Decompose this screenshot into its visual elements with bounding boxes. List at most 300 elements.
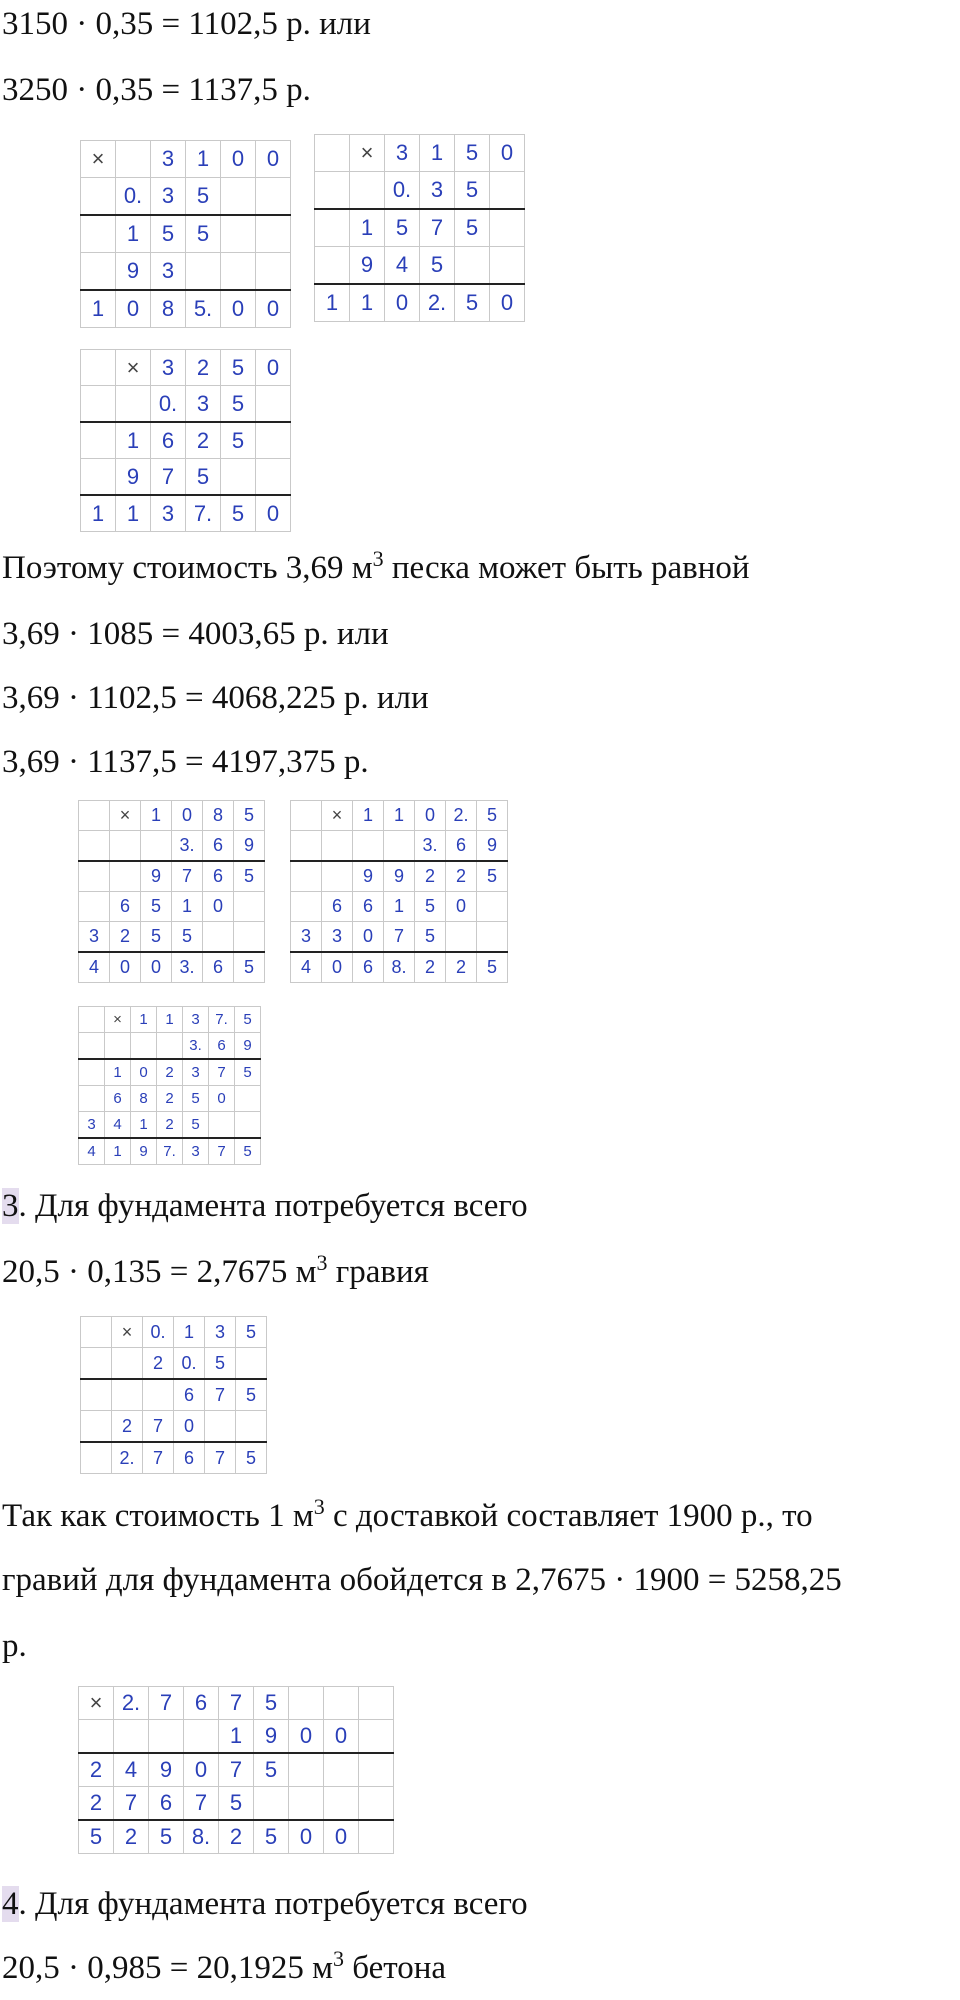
digit-cell: 9 (477, 831, 508, 862)
calc-row (291, 922, 508, 953)
digit-cell: 2 (415, 861, 446, 892)
digit-cell: 1 (116, 215, 151, 253)
multiplication-table-27675x1900 (78, 1686, 394, 1854)
digit-cell: 8 (131, 1086, 157, 1112)
digit-cell (236, 1411, 267, 1443)
digit-cell: 3 (322, 922, 353, 953)
digit-cell (315, 172, 350, 210)
digit-cell (359, 1820, 394, 1854)
digit-cell: 5 (151, 215, 186, 253)
digit-cell (256, 422, 291, 459)
digit-cell: 5 (234, 952, 265, 983)
times-sign: × (105, 1007, 131, 1033)
digit-cell: 5 (234, 861, 265, 892)
times-sign: × (110, 801, 141, 831)
digit-cell: 1 (81, 290, 116, 328)
digit-cell (324, 1687, 359, 1720)
digit-cell: 0. (143, 1317, 174, 1348)
digit-cell: 0 (385, 284, 420, 322)
calc-row (79, 1059, 261, 1086)
digit-cell: 3. (415, 831, 446, 862)
digit-cell (110, 831, 141, 862)
digit-cell: 0 (110, 952, 141, 983)
digit-cell: 5 (221, 350, 256, 386)
digit-cell: 1 (105, 1138, 131, 1165)
calc-row (79, 1720, 394, 1754)
multiplication-table-3250x035 (80, 349, 291, 532)
calc-row (79, 922, 265, 953)
multiplication-table-1085x369 (78, 800, 265, 983)
digit-cell: 1 (131, 1007, 157, 1033)
digit-cell: 5 (235, 1007, 261, 1033)
digit-cell: 0 (256, 290, 291, 328)
digit-cell: 9 (235, 1033, 261, 1060)
digit-cell: 3 (151, 178, 186, 216)
digit-cell: 0. (174, 1348, 205, 1380)
digit-cell: 0. (151, 386, 186, 423)
digit-cell (79, 861, 110, 892)
digit-cell: 0 (490, 135, 525, 172)
digit-cell: 5 (183, 1112, 209, 1139)
digit-cell (209, 1112, 235, 1139)
calc-line-4: 3,69 · 1085 = 4003,65 р. или (2, 616, 389, 652)
digit-cell: 9 (350, 247, 385, 285)
digit-cell: 5 (254, 1820, 289, 1854)
digit-cell (112, 1348, 143, 1380)
digit-cell: 0 (446, 892, 477, 922)
digit-cell (289, 1787, 324, 1821)
digit-cell: 2 (114, 1820, 149, 1854)
calc-row (81, 495, 291, 532)
digit-cell: 0 (256, 141, 291, 178)
times-sign: × (116, 350, 151, 386)
digit-cell: 3 (205, 1317, 236, 1348)
digit-cell: 2 (415, 952, 446, 983)
digit-cell: 2 (157, 1086, 183, 1112)
digit-cell (81, 386, 116, 423)
digit-cell: 1 (105, 1059, 131, 1086)
digit-cell (79, 1033, 105, 1060)
digit-cell: 2 (112, 1411, 143, 1443)
times-sign: × (81, 141, 116, 178)
digit-cell: 4 (105, 1112, 131, 1139)
digit-cell (105, 1033, 131, 1060)
calc-row (81, 178, 291, 216)
calc-row (291, 801, 508, 831)
digit-cell: 6 (203, 861, 234, 892)
digit-cell: 0 (353, 922, 384, 953)
calc-row (79, 1787, 394, 1821)
calc-row (81, 215, 291, 253)
digit-cell: 0 (184, 1753, 219, 1787)
digit-cell: 0 (141, 952, 172, 983)
times-sign: × (79, 1687, 114, 1720)
digit-cell: 1 (81, 495, 116, 532)
digit-cell (315, 247, 350, 285)
digit-cell: 9 (141, 861, 172, 892)
digit-cell: 1 (174, 1317, 205, 1348)
digit-cell (203, 922, 234, 953)
concrete-volume-line: 20,5 · 0,985 = 20,1925 $м^3$ бетона (2, 1946, 447, 1986)
digit-cell (112, 1379, 143, 1411)
digit-cell: 4 (114, 1753, 149, 1787)
digit-cell: 0 (324, 1720, 359, 1754)
digit-cell: 5 (141, 892, 172, 922)
digit-cell (221, 459, 256, 496)
digit-cell: 1 (384, 801, 415, 831)
digit-cell: 7 (205, 1379, 236, 1411)
digit-cell: 3. (183, 1033, 209, 1060)
calc-row (315, 209, 525, 247)
digit-cell (322, 861, 353, 892)
digit-cell: 6 (203, 952, 234, 983)
digit-cell: 1 (186, 141, 221, 178)
calc-row (81, 1442, 267, 1474)
digit-cell: 5 (415, 922, 446, 953)
digit-cell (291, 831, 322, 862)
digit-cell: 7. (157, 1138, 183, 1165)
digit-cell: 2 (446, 861, 477, 892)
digit-cell: 9 (254, 1720, 289, 1754)
digit-cell (157, 1033, 183, 1060)
digit-cell: 5 (477, 861, 508, 892)
digit-cell (79, 1007, 105, 1033)
digit-cell (291, 801, 322, 831)
digit-cell: 6 (174, 1442, 205, 1474)
digit-cell: 9 (116, 253, 151, 291)
digit-cell: 2. (114, 1687, 149, 1720)
digit-cell: 7 (184, 1787, 219, 1821)
digit-cell: 3 (183, 1007, 209, 1033)
digit-cell: 5 (254, 1687, 289, 1720)
digit-cell (254, 1787, 289, 1821)
calc-line-2: 3250 · 0,35 = 1137,5 р. (2, 72, 311, 108)
multiplication-table-3150x035 (314, 134, 525, 322)
digit-cell: 5 (221, 495, 256, 532)
digit-cell (110, 861, 141, 892)
digit-cell (256, 459, 291, 496)
digit-cell: 0 (131, 1059, 157, 1086)
digit-cell (141, 831, 172, 862)
digit-cell: 1 (350, 284, 385, 322)
gravel-cost-line-1: Так как стоимость 1 $м^3$ с доставкой составляет 1900 р., то (2, 1494, 813, 1534)
times-sign: × (350, 135, 385, 172)
digit-cell (131, 1033, 157, 1060)
digit-cell: 6 (184, 1687, 219, 1720)
digit-cell: 5 (254, 1753, 289, 1787)
digit-cell: 7 (172, 861, 203, 892)
digit-cell: 5 (186, 215, 221, 253)
digit-cell: 2 (186, 350, 221, 386)
digit-cell: 9 (116, 459, 151, 496)
digit-cell: 6 (446, 831, 477, 862)
section-3-heading: 3. Для фундамента потребуется всего (2, 1188, 528, 1224)
digit-cell: 3 (385, 135, 420, 172)
digit-cell: 5. (186, 290, 221, 328)
digit-cell (350, 172, 385, 210)
digit-cell: 5 (236, 1317, 267, 1348)
digit-cell: 8. (384, 952, 415, 983)
digit-cell: 5 (205, 1348, 236, 1380)
multiplication-table-3100x035 (80, 140, 291, 328)
digit-cell: 3 (183, 1059, 209, 1086)
digit-cell (353, 831, 384, 862)
digit-cell: 4 (79, 952, 110, 983)
digit-cell: 3 (151, 350, 186, 386)
digit-cell (79, 1059, 105, 1086)
digit-cell: 9 (384, 861, 415, 892)
digit-cell: 1 (315, 284, 350, 322)
digit-cell (324, 1787, 359, 1821)
calc-row (291, 892, 508, 922)
calc-row (79, 801, 265, 831)
digit-cell: 6 (105, 1086, 131, 1112)
digit-cell: 2. (420, 284, 455, 322)
digit-cell: 6 (174, 1379, 205, 1411)
digit-cell: 7 (384, 922, 415, 953)
digit-cell: 8 (203, 801, 234, 831)
calc-row (315, 284, 525, 322)
digit-cell (235, 1112, 261, 1139)
digit-cell: 7 (219, 1687, 254, 1720)
calc-row (315, 135, 525, 172)
digit-cell (490, 172, 525, 210)
digit-cell: 3 (420, 172, 455, 210)
calc-row (79, 1086, 261, 1112)
digit-cell: 6 (149, 1787, 184, 1821)
calc-row (315, 172, 525, 210)
digit-cell (81, 215, 116, 253)
digit-cell: 7. (186, 495, 221, 532)
digit-cell: 0 (324, 1820, 359, 1854)
digit-cell (81, 1411, 112, 1443)
digit-cell: 2 (186, 422, 221, 459)
calc-row (81, 350, 291, 386)
digit-cell (477, 922, 508, 953)
digit-cell (256, 386, 291, 423)
digit-cell: 3 (183, 1138, 209, 1165)
digit-cell: 1 (350, 209, 385, 247)
digit-cell (81, 178, 116, 216)
digit-cell (221, 178, 256, 216)
digit-cell: 6 (203, 831, 234, 862)
calc-line-5: 3,69 · 1102,5 = 4068,225 р. или (2, 680, 429, 716)
digit-cell: 0. (116, 178, 151, 216)
digit-cell (446, 922, 477, 953)
multiplication-table-0135x205 (80, 1316, 267, 1474)
digit-cell: 5 (79, 1820, 114, 1854)
digit-cell: 1 (219, 1720, 254, 1754)
calc-row (79, 861, 265, 892)
digit-cell (490, 209, 525, 247)
digit-cell: 1 (131, 1112, 157, 1139)
digit-cell (221, 253, 256, 291)
digit-cell: 5 (420, 247, 455, 285)
digit-cell: 7 (114, 1787, 149, 1821)
calc-row (79, 1820, 394, 1854)
sand-cost-intro: Поэтому стоимость 3,69 $м^3$ песка может быть равной (2, 546, 750, 586)
digit-cell: 0 (322, 952, 353, 983)
digit-cell: 0 (221, 141, 256, 178)
digit-cell: 3 (79, 922, 110, 953)
calc-row (79, 1138, 261, 1165)
digit-cell: 6 (151, 422, 186, 459)
digit-cell (359, 1687, 394, 1720)
times-sign: × (112, 1317, 143, 1348)
section-4-heading: 4. Для фундамента потребуется всего (2, 1886, 528, 1922)
digit-cell (114, 1720, 149, 1754)
digit-cell (79, 801, 110, 831)
digit-cell: 0. (385, 172, 420, 210)
digit-cell (359, 1787, 394, 1821)
digit-cell (490, 247, 525, 285)
digit-cell: 5 (477, 952, 508, 983)
digit-cell (384, 831, 415, 862)
digit-cell: 0 (256, 350, 291, 386)
digit-cell: 2 (157, 1059, 183, 1086)
digit-cell (359, 1720, 394, 1754)
digit-cell: 5 (415, 892, 446, 922)
digit-cell: 5 (235, 1138, 261, 1165)
digit-cell (149, 1720, 184, 1754)
digit-cell (256, 178, 291, 216)
digit-cell: 1 (420, 135, 455, 172)
digit-cell: 9 (234, 831, 265, 862)
digit-cell: 0 (490, 284, 525, 322)
digit-cell: 3 (151, 495, 186, 532)
digit-cell: 0 (415, 801, 446, 831)
calc-row (81, 459, 291, 496)
digit-cell (79, 1720, 114, 1754)
digit-cell: 7 (209, 1059, 235, 1086)
digit-cell: 2 (79, 1753, 114, 1787)
digit-cell (81, 1379, 112, 1411)
digit-cell (234, 892, 265, 922)
digit-cell: 3. (172, 952, 203, 983)
digit-cell: 4 (79, 1138, 105, 1165)
digit-cell: 1 (141, 801, 172, 831)
digit-cell: 6 (110, 892, 141, 922)
digit-cell (81, 1317, 112, 1348)
digit-cell (477, 892, 508, 922)
digit-cell (186, 253, 221, 291)
digit-cell (359, 1753, 394, 1787)
calc-row (79, 892, 265, 922)
digit-cell: 1 (384, 892, 415, 922)
digit-cell: 5 (455, 135, 490, 172)
digit-cell: 5 (149, 1820, 184, 1854)
digit-cell: 2 (446, 952, 477, 983)
digit-cell: 0 (116, 290, 151, 328)
digit-cell (205, 1411, 236, 1443)
digit-cell: 3 (186, 386, 221, 423)
digit-cell: 6 (322, 892, 353, 922)
digit-cell: 5 (219, 1787, 254, 1821)
digit-cell: 0 (289, 1720, 324, 1754)
digit-cell (81, 1348, 112, 1380)
digit-cell (455, 247, 490, 285)
digit-cell (322, 831, 353, 862)
multiplication-table-11025x369 (290, 800, 508, 983)
digit-cell: 1 (116, 422, 151, 459)
digit-cell (291, 861, 322, 892)
digit-cell: 2 (79, 1787, 114, 1821)
digit-cell: 5 (234, 801, 265, 831)
digit-cell: 6 (353, 952, 384, 983)
digit-cell (81, 253, 116, 291)
digit-cell: 2. (112, 1442, 143, 1474)
digit-cell: 5 (141, 922, 172, 953)
digit-cell (81, 422, 116, 459)
digit-cell: 7 (219, 1753, 254, 1787)
calc-row (81, 422, 291, 459)
digit-cell: 7 (205, 1442, 236, 1474)
calc-row (81, 253, 291, 291)
digit-cell (116, 141, 151, 178)
calc-row (79, 1687, 394, 1720)
calc-row (81, 1379, 267, 1411)
digit-cell: 5 (236, 1379, 267, 1411)
digit-cell: 3 (291, 922, 322, 953)
digit-cell: 3 (151, 253, 186, 291)
digit-cell: 4 (385, 247, 420, 285)
digit-cell: 0 (174, 1411, 205, 1443)
digit-cell (79, 831, 110, 862)
digit-cell: 5 (385, 209, 420, 247)
multiplication-table-11375x369 (78, 1006, 261, 1165)
digit-cell: 2. (446, 801, 477, 831)
digit-cell: 5 (455, 284, 490, 322)
digit-cell: 5 (186, 459, 221, 496)
digit-cell: 5 (235, 1059, 261, 1086)
gravel-cost-line-3: р. (2, 1628, 27, 1664)
calc-row (79, 1753, 394, 1787)
digit-cell: 6 (209, 1033, 235, 1060)
calc-row (79, 1033, 261, 1060)
digit-cell: 7 (143, 1411, 174, 1443)
calc-row (291, 831, 508, 862)
digit-cell (81, 1442, 112, 1474)
digit-cell: 4 (291, 952, 322, 983)
digit-cell: 0 (209, 1086, 235, 1112)
calc-row (79, 1007, 261, 1033)
calc-row (81, 1411, 267, 1443)
digit-cell: 7 (143, 1442, 174, 1474)
calc-row (79, 1112, 261, 1139)
digit-cell (324, 1753, 359, 1787)
digit-cell (79, 1086, 105, 1112)
digit-cell: 0 (203, 892, 234, 922)
digit-cell: 0 (172, 801, 203, 831)
digit-cell: 3 (79, 1112, 105, 1139)
digit-cell: 2 (110, 922, 141, 953)
digit-cell (143, 1379, 174, 1411)
calc-row (81, 141, 291, 178)
calc-line-1: 3150 · 0,35 = 1102,5 р. или (2, 6, 371, 42)
digit-cell (234, 922, 265, 953)
digit-cell: 5 (221, 386, 256, 423)
digit-cell: 9 (131, 1138, 157, 1165)
digit-cell (289, 1687, 324, 1720)
calc-row (291, 952, 508, 983)
digit-cell: 9 (353, 861, 384, 892)
digit-cell (289, 1753, 324, 1787)
calc-row (79, 831, 265, 862)
digit-cell: 5 (455, 209, 490, 247)
digit-cell (116, 386, 151, 423)
digit-cell (315, 209, 350, 247)
digit-cell (315, 135, 350, 172)
